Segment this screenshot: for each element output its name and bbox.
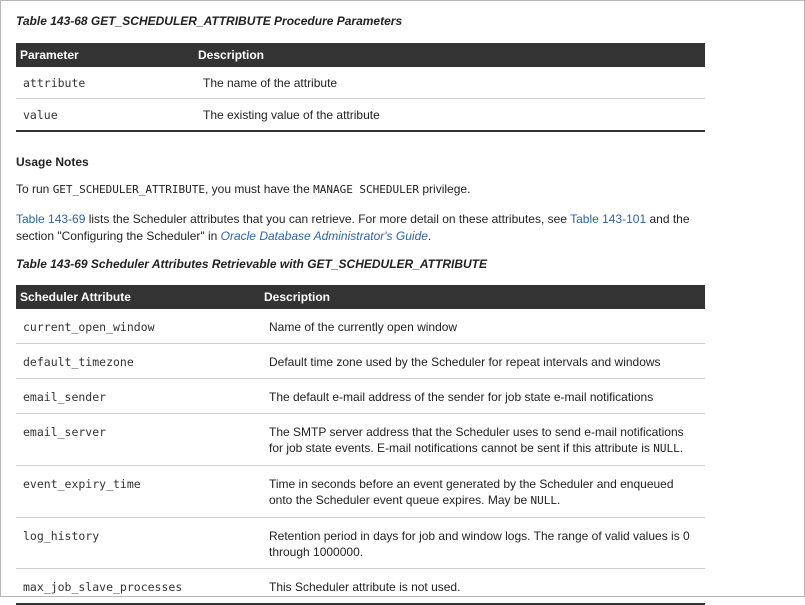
- text-span: Time in seconds before an event generated by the Scheduler and enqueued onto the Scheduler event queue expires. May be: [269, 477, 674, 507]
- text-span: The default e-mail address of the sender for job state e-mail notifications: [269, 390, 654, 404]
- attribute-description: [260, 309, 705, 343]
- scheduler-attributes-table: [16, 285, 705, 605]
- table-header-row: [16, 43, 705, 67]
- table-row: [16, 466, 705, 518]
- table-row: [16, 309, 705, 344]
- usage-paragraph-attributes: [16, 211, 716, 245]
- attribute-name: event_expiry_time: [23, 477, 141, 491]
- column-header-parameter: Parameter: [16, 43, 194, 67]
- attribute-name: email_server: [23, 425, 107, 439]
- table-row: [16, 518, 705, 569]
- scheduler-attributes-body: [16, 309, 705, 604]
- attribute-name: max_job_slave_processes: [23, 580, 183, 594]
- code-privilege-name: MANAGE SCHEDULER: [313, 183, 420, 196]
- table-row: [16, 569, 705, 605]
- attribute-name: current_open_window: [23, 320, 155, 334]
- attribute-name: email_sender: [23, 390, 107, 404]
- table-row: [16, 67, 705, 99]
- attribute-name: default_timezone: [23, 355, 134, 369]
- code-null: NULL: [653, 442, 680, 455]
- usage-paragraph-privilege: [16, 182, 470, 196]
- text-span: lists the Scheduler attributes that you can retrieve. For more detail on these attributes, see: [85, 212, 571, 226]
- table-row: [16, 344, 705, 379]
- table-row: [16, 414, 705, 466]
- attribute-description: [260, 344, 705, 378]
- text-span: Name of the currently open window: [269, 320, 458, 334]
- attribute-description: [260, 379, 705, 413]
- text-span: Default time zone used by the Scheduler for repeat intervals and windows: [269, 355, 661, 369]
- text-span: .: [427, 229, 432, 243]
- code-procedure-name: GET_SCHEDULER_ATTRIBUTE: [52, 183, 206, 196]
- table2-caption: Table 143-69 Scheduler Attributes Retrievable with GET_SCHEDULER_ATTRIBUTE: [16, 257, 487, 271]
- parameter-description: The name of the attribute: [203, 76, 338, 90]
- parameters-table: [16, 43, 705, 132]
- text-span: The SMTP server address that the Scheduler uses to send e-mail notifications for job state events. E-mail notifications cannot be sent if this attribute is: [269, 425, 684, 455]
- link-admin-guide[interactable]: Oracle Database Administrator's Guide: [220, 229, 428, 243]
- column-header-description: Description: [260, 285, 705, 309]
- text-span: , you must have the: [205, 182, 314, 196]
- parameter-description: The existing value of the attribute: [203, 108, 380, 122]
- text-span: and the section "Configuring the Scheduler" in: [16, 212, 690, 243]
- attribute-description: [260, 518, 705, 568]
- text-span: .: [679, 441, 684, 455]
- parameter-name: attribute: [23, 76, 86, 90]
- link-table-143-101[interactable]: Table 143-101: [570, 212, 647, 226]
- column-header-scheduler-attribute: Scheduler Attribute: [16, 285, 260, 309]
- text-span: Retention period in days for job and window logs. The range of valid values is 0 through 1000000.: [269, 529, 690, 559]
- table-row: [16, 379, 705, 414]
- text-span: This Scheduler attribute is not used.: [269, 580, 461, 594]
- text-span: privilege.: [419, 182, 471, 196]
- table-header-row: [16, 285, 705, 309]
- usage-notes-heading: Usage Notes: [16, 155, 89, 169]
- table-row: [16, 99, 705, 132]
- text-span: .: [557, 493, 561, 507]
- column-header-description: Description: [194, 43, 705, 67]
- attribute-description: [260, 466, 705, 517]
- table1-caption: Table 143-68 GET_SCHEDULER_ATTRIBUTE Procedure Parameters: [16, 14, 403, 28]
- code-null: NULL: [530, 494, 558, 507]
- attribute-description: [260, 414, 705, 465]
- attribute-description: [260, 569, 705, 603]
- link-table-143-69[interactable]: Table 143-69: [16, 212, 86, 226]
- attribute-name: log_history: [23, 529, 100, 543]
- text-span: To run: [16, 182, 53, 196]
- parameter-name: value: [23, 108, 58, 122]
